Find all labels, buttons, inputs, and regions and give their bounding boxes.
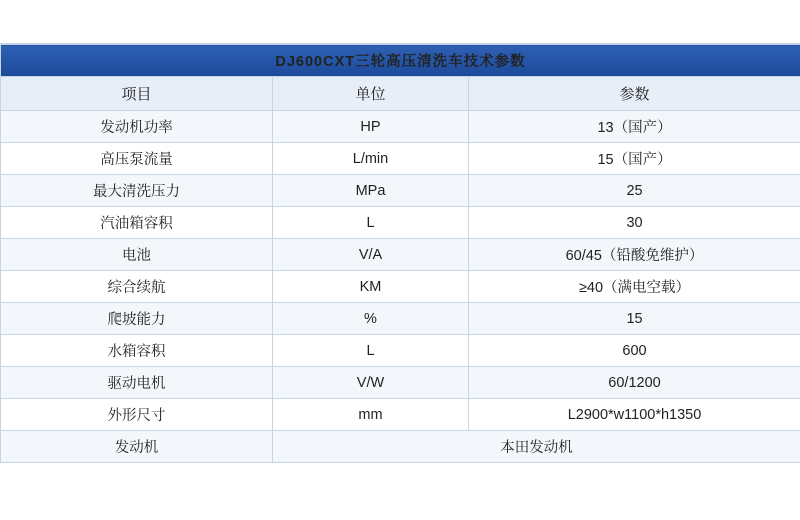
table-row-engine bbox=[1, 431, 800, 463]
page-title: DJ600CXT三轮高压清洗车技术参数 bbox=[1, 45, 800, 77]
row-item: 爬坡能力 bbox=[1, 303, 273, 335]
row-unit: mm bbox=[273, 399, 469, 431]
row-item: 水箱容积 bbox=[1, 335, 273, 367]
row-unit: MPa bbox=[273, 175, 469, 207]
column-header-value: 参数 bbox=[469, 77, 800, 111]
row-value: 13（国产） bbox=[469, 111, 800, 143]
row-item: 发动机 bbox=[1, 431, 273, 463]
row-value: L2900*w1100*h1350 bbox=[469, 399, 800, 431]
row-unit: V/A bbox=[273, 239, 469, 271]
table-row bbox=[1, 271, 800, 303]
row-unit: L bbox=[273, 207, 469, 239]
row-value: 15（国产） bbox=[469, 143, 800, 175]
row-value: 60/45（铅酸免维护） bbox=[469, 239, 800, 271]
row-unit: HP bbox=[273, 111, 469, 143]
row-item: 电池 bbox=[1, 239, 273, 271]
table-row bbox=[1, 111, 800, 143]
table-row bbox=[1, 143, 800, 175]
table-row bbox=[1, 175, 800, 207]
row-item: 高压泵流量 bbox=[1, 143, 273, 175]
row-value: 600 bbox=[469, 335, 800, 367]
row-item: 外形尺寸 bbox=[1, 399, 273, 431]
table-row bbox=[1, 207, 800, 239]
row-value: 15 bbox=[469, 303, 800, 335]
row-item: 综合续航 bbox=[1, 271, 273, 303]
row-value: 25 bbox=[469, 175, 800, 207]
row-unit: L bbox=[273, 335, 469, 367]
table-row bbox=[1, 367, 800, 399]
table-title-row bbox=[1, 45, 800, 77]
column-header-item: 项目 bbox=[1, 77, 273, 111]
row-item: 驱动电机 bbox=[1, 367, 273, 399]
row-value: 30 bbox=[469, 207, 800, 239]
row-value-merged: 本田发动机 bbox=[273, 431, 800, 463]
specifications-table bbox=[0, 44, 800, 463]
table-row bbox=[1, 303, 800, 335]
column-header-unit: 单位 bbox=[273, 77, 469, 111]
row-item: 发动机功率 bbox=[1, 111, 273, 143]
row-value: ≥40（满电空载） bbox=[469, 271, 800, 303]
row-unit: % bbox=[273, 303, 469, 335]
row-item: 汽油箱容积 bbox=[1, 207, 273, 239]
row-item: 最大清洗压力 bbox=[1, 175, 273, 207]
row-value: 60/1200 bbox=[469, 367, 800, 399]
table-row bbox=[1, 239, 800, 271]
row-unit: KM bbox=[273, 271, 469, 303]
table-row bbox=[1, 335, 800, 367]
table-header-row bbox=[1, 77, 800, 111]
row-unit: L/min bbox=[273, 143, 469, 175]
row-unit: V/W bbox=[273, 367, 469, 399]
table-row bbox=[1, 399, 800, 431]
